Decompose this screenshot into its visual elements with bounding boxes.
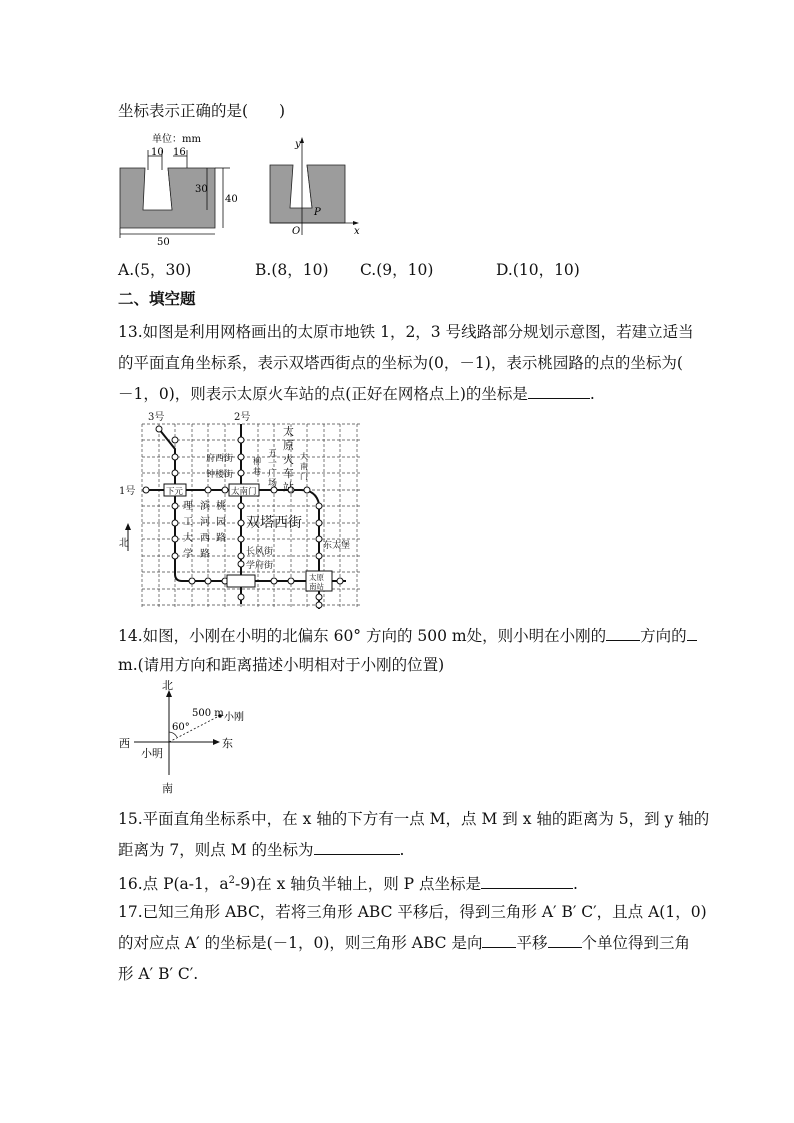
q17-line1: 17.已知三角形 ABC，若将三角形 ABC 平移后，得到三角形 A′ B′ C′，且点 A(1，0) [118,903,707,921]
q17-line3: 形 A′ B′ C′. [118,965,199,983]
svg-text:滨: 滨 [200,501,210,512]
svg-text:工: 工 [183,517,193,528]
compass-west: 西 [119,737,130,750]
q14-line1: 14.如图，小刚在小明的北偏东 60° 方向的 500 m处，则小明在小刚的 方向的 [118,626,697,646]
svg-text:学: 学 [183,549,193,560]
metro-map [116,409,366,614]
svg-text:太: 太 [283,425,294,438]
dim-50: 50 [157,237,170,246]
q14-line2: m.(请用方向和距离描述小明相对于小刚的位置) [118,656,445,674]
fig2-origin-label: O [292,226,301,237]
option-c: C.(9，10) [360,261,434,279]
fuxi-label: 府西街 [206,454,234,464]
q17-units-blank[interactable] [548,933,582,948]
dim-10: 10 [151,147,164,158]
svg-text:广: 广 [268,469,278,479]
xiayuan-label: 下元 [166,487,184,497]
option-b: B.(8，10) [255,261,329,279]
svg-text:路: 路 [216,533,226,544]
tnz-label-1: 太原 [309,573,324,582]
q13-line3: －1，0)，则表示太原火车站的点(正好在网格点上)的坐标是 . [118,385,595,403]
section-heading: 二、填空题 [118,289,196,308]
svg-text:园: 园 [216,517,226,528]
q13-line2: 的平面直角坐标系，表示双塔西街点的坐标为(0，－1)，表示桃园路的点的坐标为( [118,354,683,372]
fig2-x-label: x [354,226,360,237]
fig2-y-label: y [295,139,301,150]
line3-label: 3号 [148,412,165,423]
q12-stem: 坐标表示正确的是( ) [118,102,286,120]
svg-text:西: 西 [200,533,210,544]
svg-text:理: 理 [183,501,193,512]
q15-line1: 15.平面直角坐标系中，在 x 轴的下方有一点 M，点 M 到 x 轴的距离为 5，到 y 轴的 [118,810,710,828]
svg-text:桃: 桃 [216,501,226,512]
q15-line2: 距离为 7，则点 M 的坐标为 . [118,841,405,859]
q16-line: 16.点 P(a-1，$a^2-9$)在 x 轴负半轴上，则 P 点坐标是 . [118,875,578,894]
q13-answer-blank[interactable] [528,384,590,399]
xiaogang-label: 小刚 [224,712,244,723]
svg-text:路: 路 [200,549,210,560]
fig2-p-label: P [314,207,321,218]
svg-text:大: 大 [300,452,308,461]
dananmen-label: 太南门 [231,487,257,497]
option-a: A.(5，30) [118,261,192,279]
line1-label: 1号 [119,486,136,497]
q14-direction-blank[interactable] [606,626,640,641]
svg-text:巷: 巷 [253,467,261,476]
q13-line1: 13.如图是利用网格画出的太原市地铁 1，2，3 号线路部分规划示意图，若建立适当 [118,323,694,341]
line2-label: 2号 [234,412,251,423]
shuangta-label: 双塔西街 [246,515,302,531]
compass-diagram [116,680,256,795]
svg-text:原: 原 [283,439,294,452]
compass-east: 东 [222,737,233,750]
dim-30: 30 [195,184,208,195]
tnz-label-2: 南站 [309,582,324,591]
unit-label: 单位：mm [152,134,201,145]
svg-text:站: 站 [283,481,294,494]
compass-distance: 500 m [192,708,224,719]
q17-line2: 的对应点 A′ 的坐标是(－1，0)，则三角形 ABC 是向 平移 个单位得到三角 [118,934,691,952]
xiaoming-label: 小明 [141,747,163,760]
q14-distance-blank[interactable] [687,626,697,641]
svg-text:车: 车 [283,467,294,480]
q12-figure-part [115,128,240,246]
svg-text:场: 场 [268,479,278,489]
xuefu-label: 学府街 [246,561,274,571]
q16-answer-blank[interactable] [481,874,573,889]
q12-figure-coords [265,135,365,240]
dim-40: 40 [225,194,238,205]
zhonglou-label: 钟楼街 [206,470,234,480]
svg-text:大: 大 [183,533,193,544]
changfeng-label: 长风街 [246,547,274,557]
svg-text:河: 河 [200,517,210,528]
svg-text:门: 门 [300,472,308,481]
dim-16: 16 [173,147,186,158]
compass-south: 南 [162,782,173,795]
q17-direction-blank[interactable] [482,933,516,948]
svg-text:南: 南 [300,462,308,471]
compass-north: 北 [162,680,173,692]
option-d: D.(10，10) [496,261,580,279]
svg-text:火: 火 [283,453,294,466]
north-label: 北 [119,538,129,549]
svg-text:一: 一 [268,459,278,469]
q15-answer-blank[interactable] [314,840,400,855]
svg-text:柳: 柳 [253,457,261,466]
svg-text:五: 五 [268,449,278,459]
dongtaibao-label: 东太堡 [323,541,351,551]
compass-angle: 60° [172,722,190,733]
